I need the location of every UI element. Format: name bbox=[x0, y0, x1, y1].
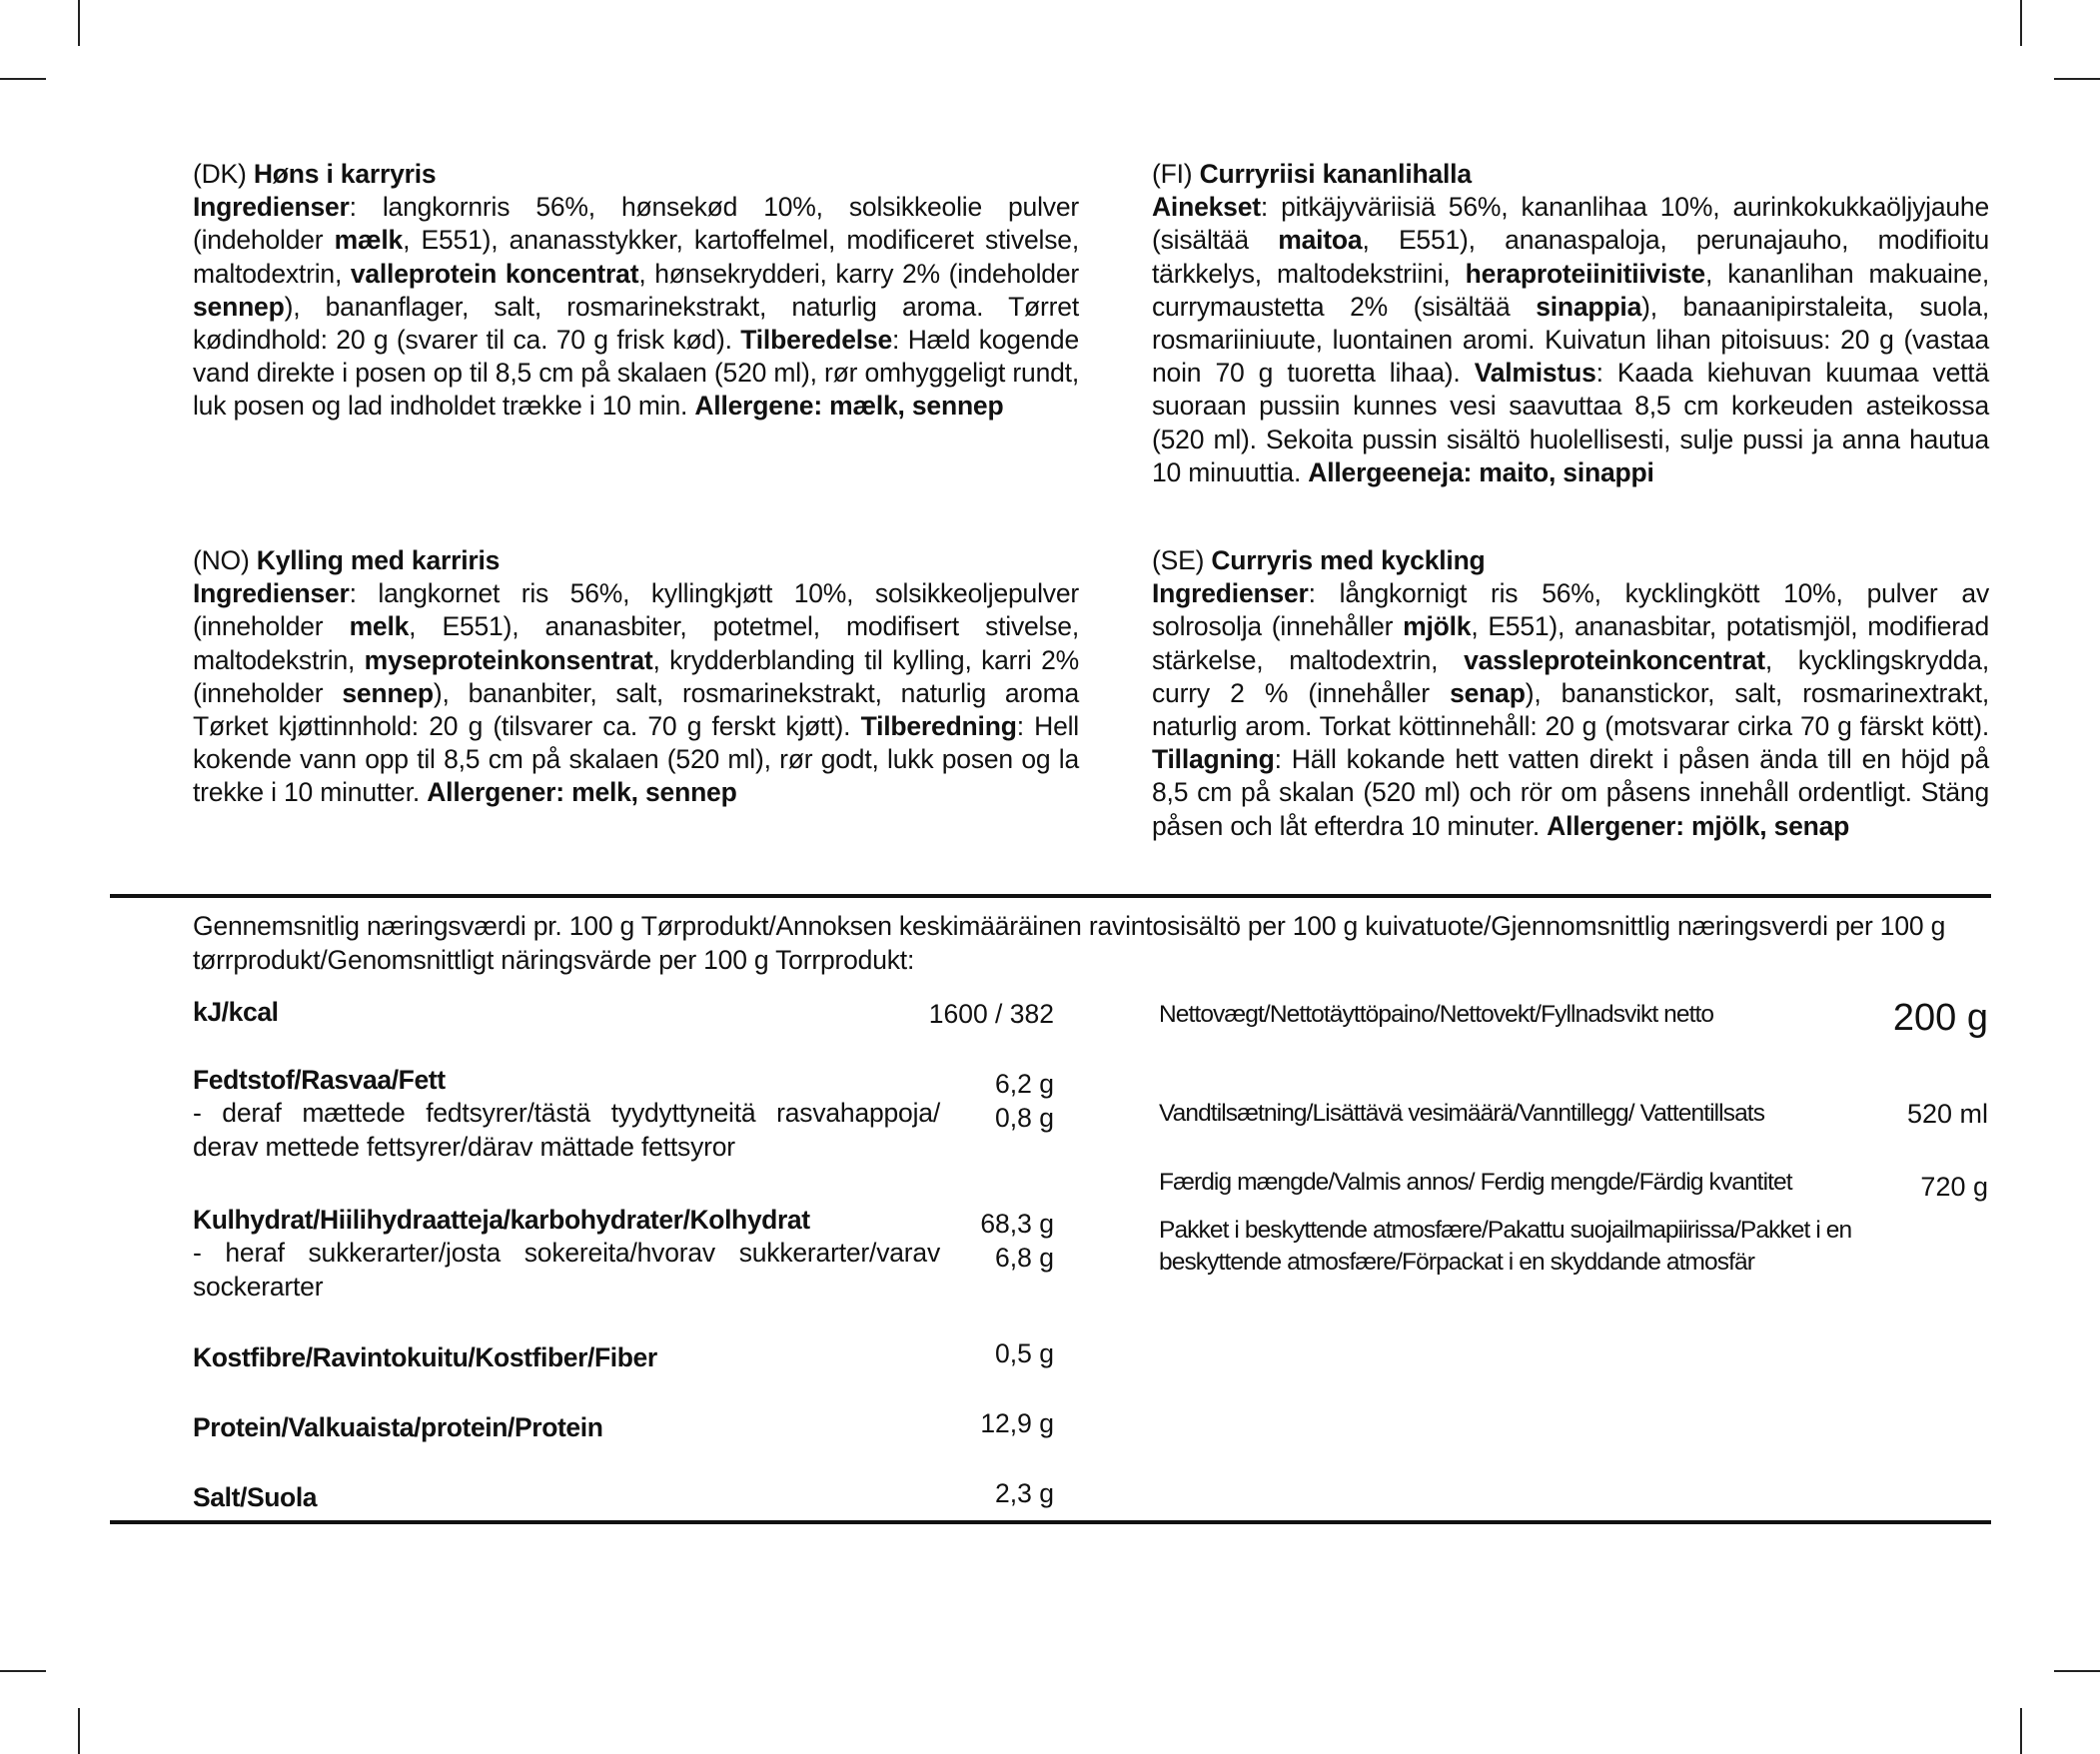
nutrition-sublabel: - heraf sukkerarter/josta sokereita/hvorav sukkerarter/varav sockerarter bbox=[193, 1238, 940, 1302]
crop-mark bbox=[2020, 1708, 2022, 1754]
nutrition-intro: Gennemsnitlig næringsværdi pr. 100 g Tørprodukt/Annoksen keskimääräinen ravintosisältö per 100 g kuivatuote/Gjennomsnittlig næringsverdi per 100 g tørrprodukt/Genomsnittligt näringsvärde per 100 g Torrprodukt: bbox=[193, 911, 1946, 975]
nutrition-label: Salt/Suola bbox=[193, 1482, 318, 1512]
crop-mark bbox=[2054, 1670, 2100, 1672]
net-weight-value: 200 g bbox=[1892, 997, 1988, 1039]
nutrition-row-protein bbox=[193, 1408, 1054, 1443]
section-fi-heading: (FI) Curryriisi kananlihalla bbox=[1152, 159, 1472, 189]
nutrition-value: 2,3 g bbox=[995, 1478, 1054, 1508]
nutrition-value: 68,3 g bbox=[980, 1209, 1054, 1239]
nutrition-sublabel: - deraf mættede fedtsyrer/tästä tyydyttyneitä rasvahappoja/ derav mettede fettsyrer/därav mättade fettsyror bbox=[193, 1098, 940, 1162]
section-dk-body: Ingredienser: langkornris 56%, hønsekød 10%, solsikkeolie pulver (indeholder mælk, E551), ananasstykker, kartoffelmel, modificeret stivelse, maltodextrin, valleprotein koncentrat, hønsekrydderi, karry 2% (indeholder sennep), bananflager, salt, rosmarinekstrakt, naturlig aroma. Tørret kødindhold: 20 g (svarer til ca. 70 g frisk kød). Tilberedelse: Hæld kogende vand direkte i posen op til 8,5 cm på skalaen (520 ml), rør omhyggeligt rundt, luk posen og lad indholdet trække i 10 min. Allergene: mælk, sennep bbox=[193, 192, 1080, 422]
water-label: Vandtilsætning/Lisättävä vesimäärä/Vanntillegg/ Vattentillsats bbox=[1159, 1100, 1765, 1127]
nutrition-value: 0,8 g bbox=[995, 1103, 1054, 1133]
nutrition-value: 6,2 g bbox=[995, 1069, 1054, 1099]
section-se-title: Curryris med kyckling bbox=[1211, 545, 1486, 575]
nutrition-value: 12,9 g bbox=[980, 1408, 1054, 1438]
ready-amount-value: 720 g bbox=[1920, 1172, 1988, 1202]
nutrition-top-rule bbox=[110, 894, 1991, 898]
atmosphere-note: Pakket i beskyttende atmosfære/Pakattu suojailmapiirissa/Pakket i en beskyttende atmosfære/Förpackat i en skyddande atmosfär bbox=[1159, 1217, 1852, 1276]
section-fi-title: Curryriisi kananlihalla bbox=[1199, 159, 1472, 189]
nutrition-label: Protein/Valkuaista/protein/Protein bbox=[193, 1412, 603, 1442]
section-se-body: Ingredienser: långkornigt ris 56%, kycklingkött 10%, pulver av solrosolja (innehåller mjölk, E551), ananasbitar, potatismjöl, modifierad stärkelse, maltodextrin, vassleproteinkoncentrat, kycklingskrydda, curry 2 % (innehåller senap), bananstickor, salt, rosmarinextrakt, naturlig arom. Torkat köttinnehåll: 20 g (motsvarar cirka 70 g färskt kött). Tillagning: Häll kokande hett vatten direkt i påsen ända till en höjd på 8,5 cm på skalan (520 ml) och rör om påsens innehåll ordentligt. Stäng påsen och låt efterdra 10 minuter. Allergener: mjölk, senap bbox=[1152, 578, 1989, 841]
water-value: 520 ml bbox=[1906, 1099, 1988, 1129]
section-no-title: Kylling med karriris bbox=[256, 545, 501, 575]
crop-mark bbox=[78, 0, 80, 46]
net-weight-row bbox=[1159, 997, 1988, 1039]
ready-amount-row bbox=[1159, 1169, 1988, 1202]
water-row bbox=[1159, 1100, 1988, 1128]
nutrition-row-salt bbox=[193, 1478, 1054, 1513]
nutrition-row-energy bbox=[193, 997, 1054, 1028]
nutrition-label: Fedtstof/Rasvaa/Fett bbox=[193, 1065, 446, 1095]
nutrition-label: Kostfibre/Ravintokuitu/Kostfiber/Fiber bbox=[193, 1342, 657, 1372]
nutrition-row-carbs bbox=[193, 1205, 1054, 1304]
section-fi bbox=[1152, 158, 1989, 489]
allergen-statement: Allergener: melk, sennep bbox=[427, 777, 737, 808]
nutrition-label: kJ/kcal bbox=[193, 997, 279, 1027]
nutrition-label: Kulhydrat/Hiilihydraatteja/karbohydrater/Kolhydrat bbox=[193, 1205, 810, 1235]
nutrition-row-fibre bbox=[193, 1338, 1054, 1373]
section-se bbox=[1152, 544, 1989, 843]
nutrition-value: 0,5 g bbox=[995, 1338, 1054, 1368]
nutrition-row-fat bbox=[193, 1065, 1054, 1164]
nutrition-value: 6,8 g bbox=[995, 1243, 1054, 1273]
nutrition-value: 1600 / 382 bbox=[928, 999, 1054, 1029]
section-se-heading: (SE) Curryris med kyckling bbox=[1152, 545, 1486, 575]
crop-mark bbox=[2054, 78, 2100, 80]
section-dk bbox=[193, 158, 1079, 424]
allergen-statement: Allergener: mjölk, senap bbox=[1547, 810, 1850, 841]
section-dk-heading: (DK) Høns i karryris bbox=[193, 159, 437, 189]
crop-mark bbox=[2020, 0, 2022, 46]
section-no-body: Ingredienser: langkornet ris 56%, kyllingkjøtt 10%, solsikkeoljepulver (inneholder melk, E551), ananasbiter, potetmel, modifisert stivelse, maltodekstrin, myseproteinkonsentrat, krydderblanding til kylling, karri 2% (inneholder sennep), bananbiter, salt, rosmarinekstrakt, naturlig aroma Tørket kjøttinnhold: 20 g (tilsvarer ca. 70 g ferskt kjøtt). Tilberedning: Hell kokende vann opp til 8,5 cm på skalaen (520 ml), rør godt, lukk posen og la trekke i 10 minutter. Allergener: melk, sennep bbox=[193, 578, 1079, 808]
nutrition-bottom-rule bbox=[110, 1520, 1991, 1524]
crop-mark bbox=[78, 1708, 80, 1754]
section-fi-body: Ainekset: pitkäjyväriisiä 56%, kananlihaa 10%, aurinkokukkaöljyjauhe (sisältää maitoa, E551), ananaspaloja, perunajauho, modifioitu tärkkelys, maltodekstriini, heraproteiinitiiviste, kananlihan makuaine, currymaustetta 2% (sisältää sinappia), banaanipirstaleita, suola, rosmariiniuute, luontainen aromi. Kuivatun lihan pitoisuus: 20 g (vastaa noin 70 g tuoretta lihaa). Valmistus: Kaada kiehuvan kuumaa vettä suoraan pussiin kunnes vesi saavuttaa 8,5 cm korkeuden asteikossa (520 ml). Sekoita pussin sisältö huolellisesti, sulje pussi ja anna hautua 10 minuuttia. Allergeeneja: maito, sinappi bbox=[1152, 192, 1990, 487]
crop-mark bbox=[0, 1670, 46, 1672]
section-no bbox=[193, 544, 1079, 810]
net-weight-label: Nettovægt/Nettotäyttöpaino/Nettovekt/Fyllnadsvikt netto bbox=[1159, 1001, 1714, 1028]
allergen-statement: Allergeeneja: maito, sinappi bbox=[1308, 456, 1654, 487]
section-no-heading: (NO) Kylling med karriris bbox=[193, 545, 501, 575]
ready-amount-label: Færdig mængde/Valmis annos/ Ferdig mengde/Färdig kvantitet bbox=[1159, 1169, 1792, 1196]
crop-mark bbox=[0, 78, 46, 80]
allergen-statement: Allergene: mælk, sennep bbox=[694, 391, 1004, 422]
section-dk-title: Høns i karryris bbox=[253, 159, 437, 189]
